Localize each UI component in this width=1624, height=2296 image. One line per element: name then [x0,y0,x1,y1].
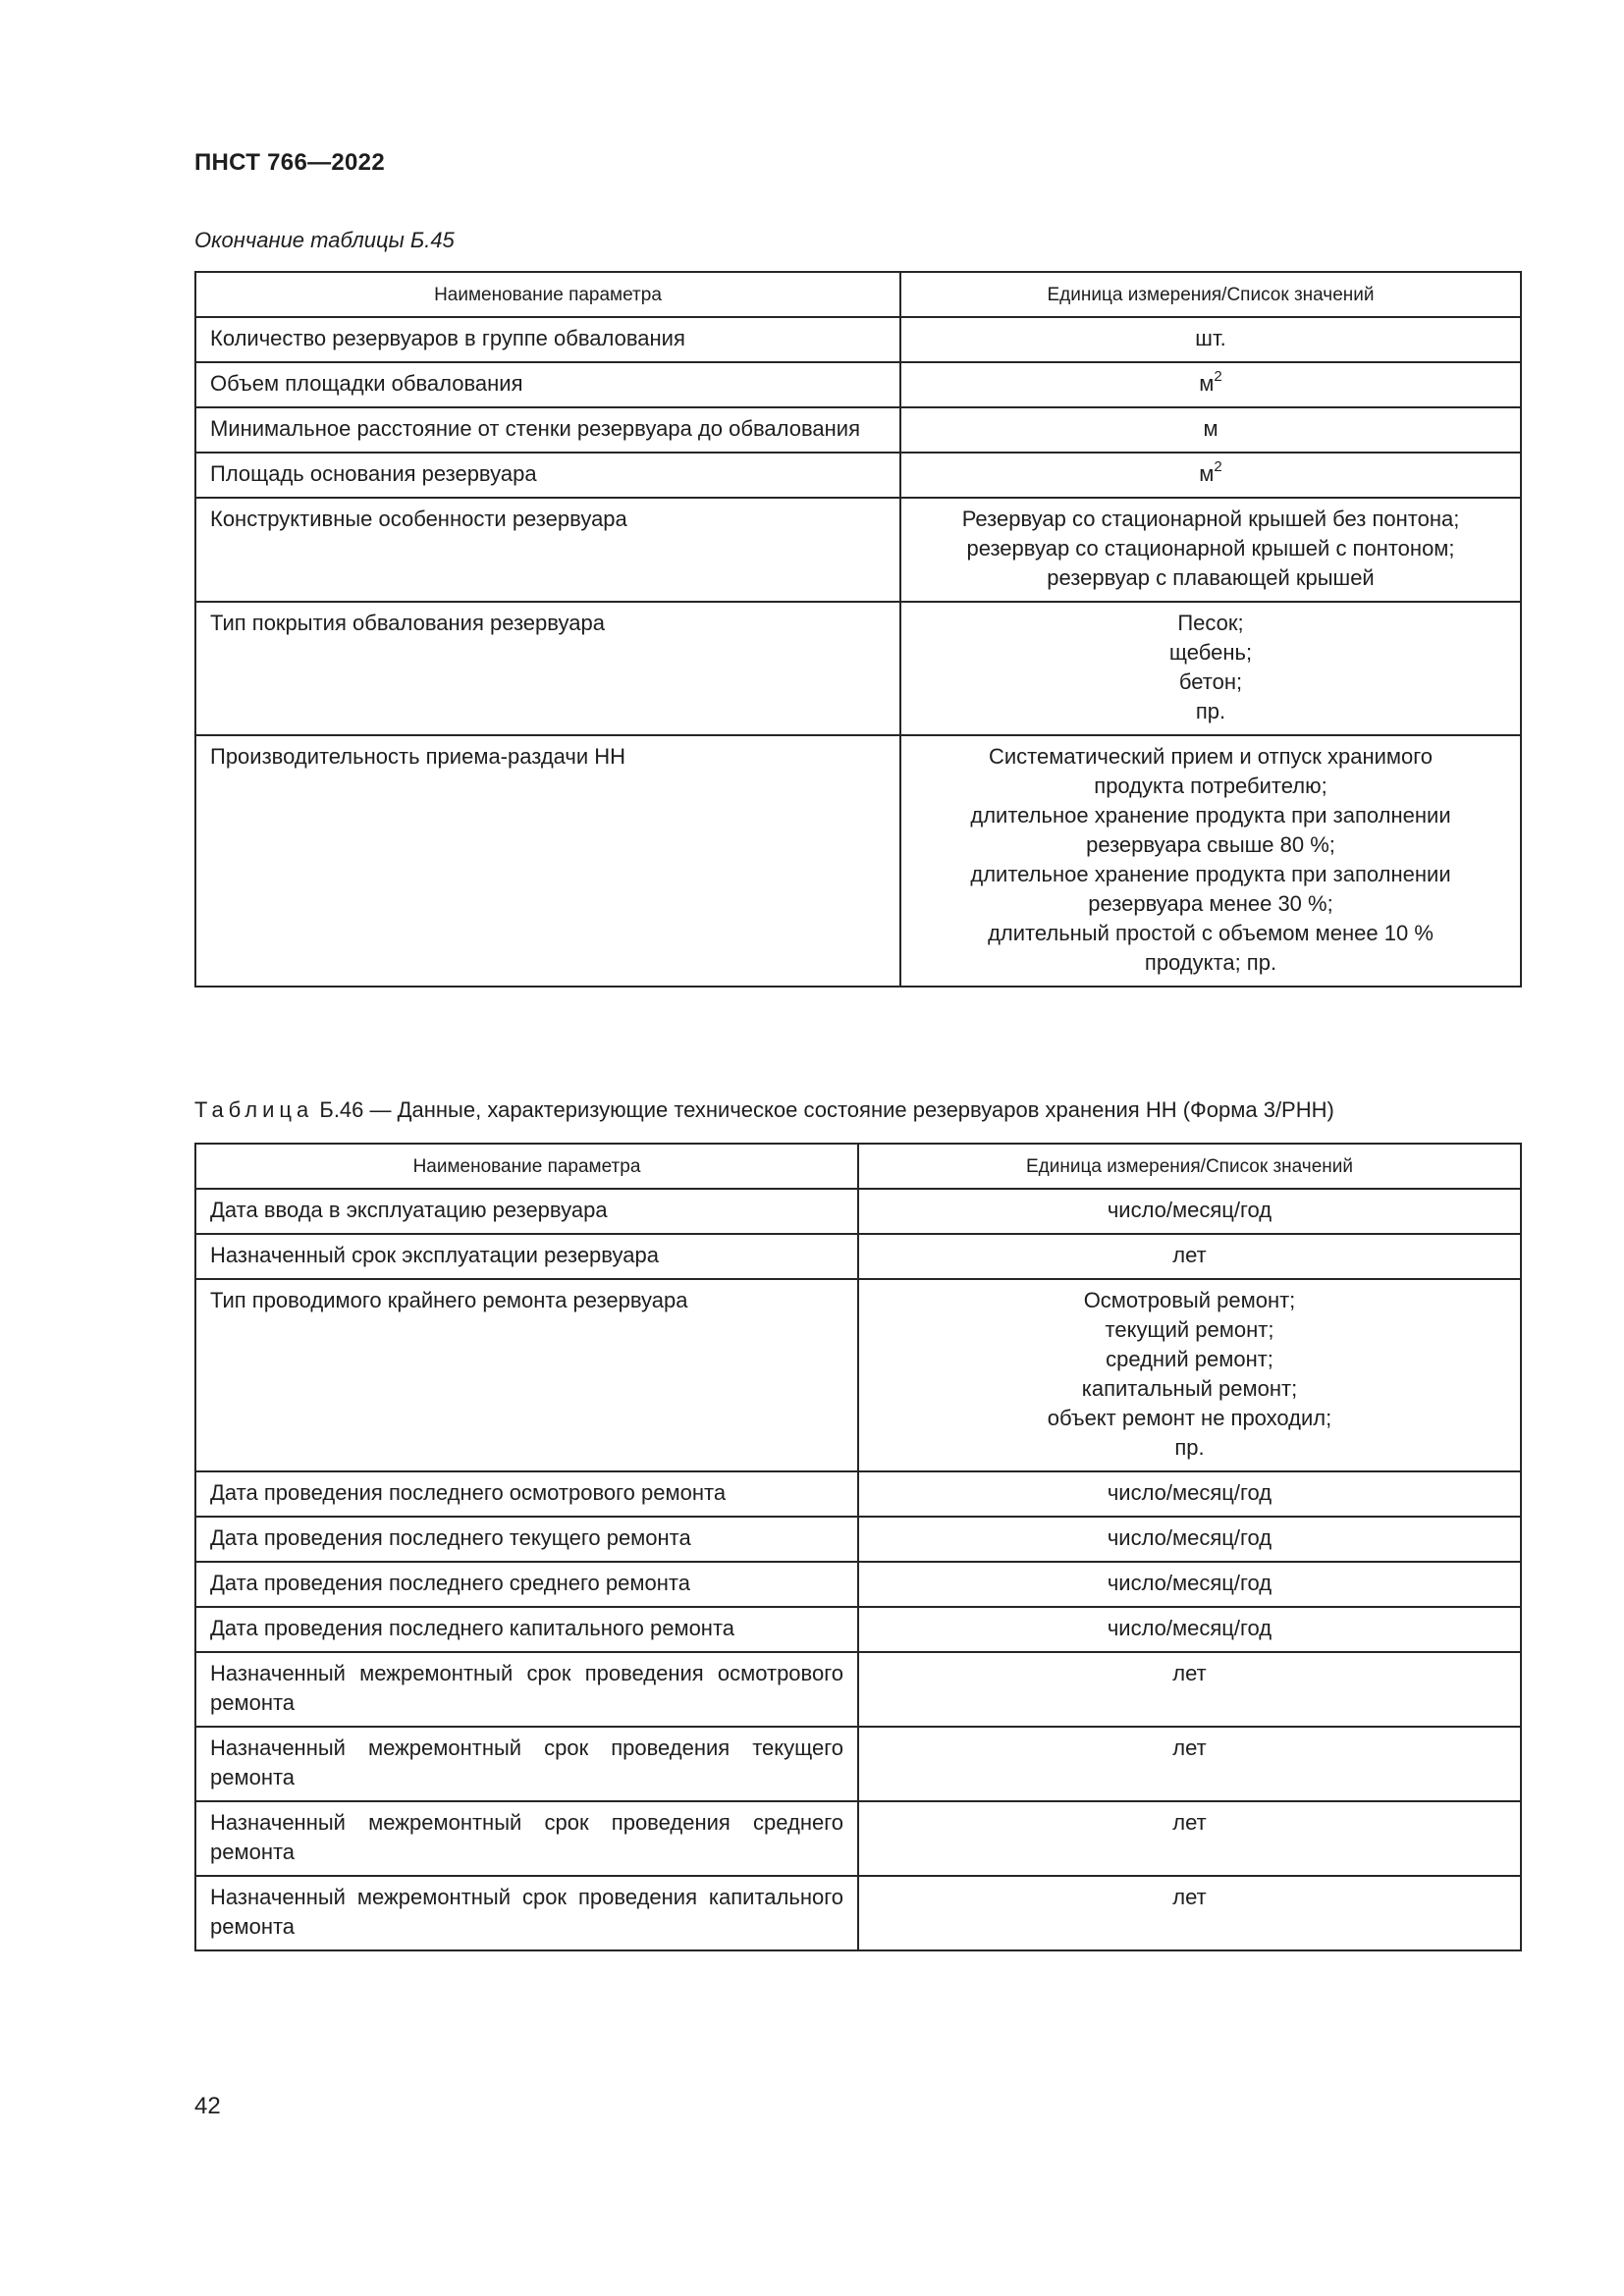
table-row [195,498,1521,602]
value-cell: лет [858,1652,1521,1727]
param-cell: Минимальное расстояние от стенки резервуара до обвалования [195,407,900,453]
unit-text: м [1199,371,1215,396]
table-header-row [195,1144,1521,1189]
column-header-parameter: Наименование параметра [195,1144,858,1189]
param-cell: Тип покрытия обвалования резервуара [195,602,900,735]
param-cell: Конструктивные особенности резервуара [195,498,900,602]
document-code: ПНСТ 766—2022 [194,149,385,176]
param-cell: Объем площадки обвалования [195,362,900,407]
unit-text: м [1199,461,1215,486]
table-row [195,602,1521,735]
value-cell: число/месяц/год [858,1607,1521,1652]
value-cell: Систематический прием и отпуск хранимого продукта потребителю; длительное хранение продукта при заполнении резервуара свыше 80 %; длительное хранение продукта при заполнении резервуара менее 30 %; длительный простой с объемом менее 10 % продукта; пр. [900,735,1521,987]
param-cell: Назначенный срок эксплуатации резервуара [195,1234,858,1279]
param-cell: Количество резервуаров в группе обвалования [195,317,900,362]
value-cell: шт. [900,317,1521,362]
value-cell: лет [858,1801,1521,1876]
table-row [195,453,1521,498]
column-header-unit: Единица измерения/Список значений [900,272,1521,317]
table-row [195,1562,1521,1607]
table-b46 [194,1143,1522,1951]
param-cell: Назначенный межремонтный срок проведения осмотрового ремонта [195,1652,858,1727]
param-cell: Дата проведения последнего капитального ремонта [195,1607,858,1652]
value-cell: число/месяц/год [858,1471,1521,1517]
param-cell: Назначенный межремонтный срок проведения текущего ремонта [195,1727,858,1801]
table-row [195,1607,1521,1652]
table-row [195,407,1521,453]
param-cell: Дата проведения последнего среднего ремонта [195,1562,858,1607]
value-cell: число/месяц/год [858,1189,1521,1234]
table-row [195,735,1521,987]
column-header-parameter: Наименование параметра [195,272,900,317]
value-cell: лет [858,1727,1521,1801]
table1-caption: Окончание таблицы Б.45 [194,228,455,252]
param-cell: Дата ввода в эксплуатацию резервуара [195,1189,858,1234]
value-cell: Песок; щебень; бетон; пр. [900,602,1521,735]
column-header-unit: Единица измерения/Список значений [858,1144,1521,1189]
value-cell: Резервуар со стационарной крышей без понтона; резервуар со стационарной крышей с понтоном; резервуар с плавающей крышей [900,498,1521,602]
table2-caption-label: Таблица [194,1097,314,1122]
table-row [195,1234,1521,1279]
table-b45 [194,271,1522,988]
param-cell: Тип проводимого крайнего ремонта резервуара [195,1279,858,1471]
table-header-row [195,272,1521,317]
table-row [195,362,1521,407]
table-row [195,1471,1521,1517]
value-cell: лет [858,1876,1521,1950]
value-cell [900,453,1521,498]
page-number: 42 [194,2093,221,2119]
table-row [195,1517,1521,1562]
unit-superscript: 2 [1214,457,1222,475]
param-cell: Дата проведения последнего осмотрового ремонта [195,1471,858,1517]
param-cell: Назначенный межремонтный срок проведения капитального ремонта [195,1876,858,1950]
param-cell: Дата проведения последнего текущего ремонта [195,1517,858,1562]
param-cell: Площадь основания резервуара [195,453,900,498]
value-cell: м [900,407,1521,453]
unit-superscript: 2 [1214,367,1222,385]
table-row [195,1189,1521,1234]
table-row [195,1876,1521,1950]
table2-caption-text: Б.46 — Данные, характеризующие техническое состояние резервуаров хранения НН (Форма 3/РНН) [313,1097,1334,1122]
table-row [195,1727,1521,1801]
table-row [195,1279,1521,1471]
value-cell: число/месяц/год [858,1517,1521,1562]
table-row [195,1801,1521,1876]
value-cell: Осмотровый ремонт; текущий ремонт; средний ремонт; капитальный ремонт; объект ремонт не проходил; пр. [858,1279,1521,1471]
param-cell: Производительность приема-раздачи НН [195,735,900,987]
table-row [195,317,1521,362]
value-cell: число/месяц/год [858,1562,1521,1607]
value-cell: лет [858,1234,1521,1279]
table-row [195,1652,1521,1727]
value-cell [900,362,1521,407]
table2-caption [194,1097,1334,1123]
param-cell: Назначенный межремонтный срок проведения среднего ремонта [195,1801,858,1876]
